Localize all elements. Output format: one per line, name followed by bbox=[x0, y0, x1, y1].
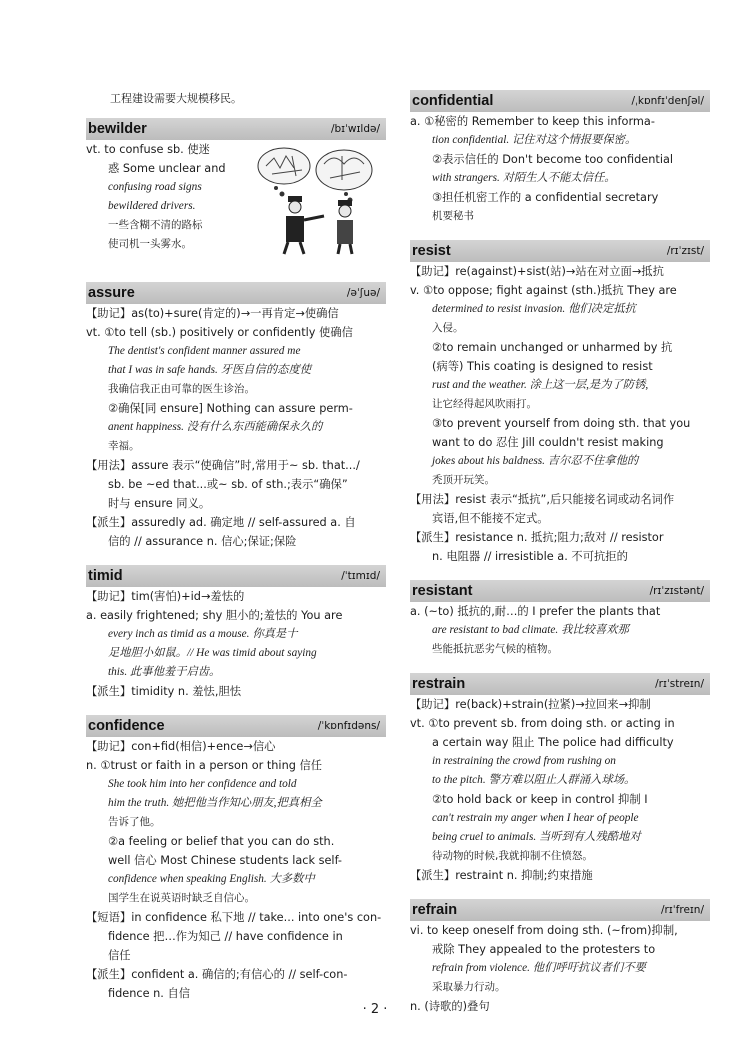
headword-bar bbox=[410, 240, 710, 262]
def-line: him the truth. 她把他当作知心朋友,把真相全 bbox=[108, 797, 322, 809]
phonetic: /rɪˈzɪst/ bbox=[666, 245, 704, 257]
def-line: to the pitch. 警方难以阻止人群涌入球场。 bbox=[432, 774, 636, 786]
headword-bar bbox=[86, 565, 386, 587]
def-line: 国学生在说英语时缺乏自信心。 bbox=[108, 892, 255, 904]
def-line: in restraining the crowd from rushing on bbox=[432, 755, 616, 767]
def-line: every inch as timid as a mouse. 你真是十 bbox=[108, 628, 298, 640]
phonetic: /ˌkɒnfɪˈdenʃəl/ bbox=[631, 95, 704, 107]
headword-bar bbox=[86, 118, 386, 140]
def-line: bewildered drivers. bbox=[108, 200, 196, 212]
def-line: 使司机一头雾水。 bbox=[108, 238, 192, 250]
def-line: 【助记】as(to)+sure(肯定的)→一再肯定→使确信 bbox=[86, 307, 339, 320]
page-number: · 2 · bbox=[362, 1002, 388, 1017]
def-line: vi. to keep oneself from doing sth. (~from)抑制, bbox=[410, 924, 678, 937]
def-line: 我确信我正由可靠的医生诊治。 bbox=[108, 383, 255, 395]
headword-bar bbox=[86, 715, 386, 737]
def-line: 足地胆小如鼠。// He was timid about saying bbox=[108, 647, 317, 659]
def-line: 【助记】con+fid(相信)+ence→信心 bbox=[86, 740, 276, 753]
def-line: 告诉了他。 bbox=[108, 816, 161, 828]
def-line: 【助记】re(against)+sist(站)→站在对立面→抵抗 bbox=[410, 265, 664, 278]
def-line: 【派生】restraint n. 抑制;约束措施 bbox=[410, 869, 593, 882]
def-line: a certain way 阻止 The police had difficulty bbox=[432, 736, 674, 749]
def-line: rust and the weather. 涂上这一层,是为了防锈, bbox=[432, 379, 649, 391]
def-line: 【用法】assure 表示“使确信”时,常用于~ sb. that.../ bbox=[86, 459, 360, 472]
headword: resistant bbox=[412, 583, 473, 599]
headword: confidential bbox=[412, 93, 494, 109]
headword-bar bbox=[86, 282, 386, 304]
def-line: vt. ①to prevent sb. from doing sth. or acting in bbox=[410, 717, 675, 730]
def-line: a. ①秘密的 Remember to keep this informa- bbox=[410, 115, 655, 128]
def-line: 戒除 They appealed to the protesters to bbox=[432, 943, 656, 956]
def-line: a. (~to) 抵抗的,耐…的 I prefer the plants that bbox=[410, 605, 661, 618]
def-line: are resistant to bad climate. 我比较喜欢那 bbox=[432, 624, 629, 636]
entry-restrain bbox=[410, 673, 710, 885]
left-column bbox=[86, 118, 386, 1017]
def-line: 些能抵抗恶劣气候的植物。 bbox=[432, 643, 558, 655]
headword: restrain bbox=[412, 676, 466, 692]
def-line: that I was in safe hands. 牙医自信的态度使 bbox=[108, 364, 312, 376]
right-column bbox=[410, 90, 710, 1030]
headword: bewilder bbox=[88, 121, 147, 137]
def-line: 【派生】timidity n. 羞怯,胆怯 bbox=[86, 685, 242, 698]
def-line: ②a feeling or belief that you can do sth. bbox=[108, 835, 335, 848]
def-line: well 信心 Most Chinese students lack self- bbox=[108, 854, 343, 867]
def-line: vt. ①to tell (sb.) positively or confidently 使确信 bbox=[86, 326, 353, 339]
headword: assure bbox=[88, 285, 135, 301]
def-line: refrain from violence. 他们呼吁抗议者们不要 bbox=[432, 962, 646, 974]
def-line: want to do 忍住 Jill couldn't resist making bbox=[432, 436, 664, 449]
def-line: 【派生】assuredly ad. 确定地 // self-assured a. 自 bbox=[86, 516, 356, 529]
def-line: ③担任机密工作的 a confidential secretary bbox=[432, 191, 659, 204]
headword: refrain bbox=[412, 902, 458, 918]
entry-confidence bbox=[86, 715, 386, 1003]
def-line: 【派生】resistance n. 抵抗;阻力;敌对 // resistor bbox=[410, 531, 664, 544]
def-line: ②表示信任的 Don't become too confidential bbox=[432, 153, 674, 166]
def-line: 【助记】tim(害怕)+id→羞怯的 bbox=[86, 590, 245, 603]
def-line: (病等) This coating is designed to resist bbox=[432, 360, 653, 373]
headword: timid bbox=[88, 568, 123, 584]
headword-bar bbox=[410, 90, 710, 112]
def-line: this. 此事他羞于启齿。 bbox=[108, 666, 221, 678]
def-line: n. ①trust or faith in a person or thing 信任 bbox=[86, 759, 323, 772]
def-line: determined to resist invasion. 他们决定抵抗 bbox=[432, 303, 636, 315]
def-line: a. easily frightened; shy 胆小的;羞怯的 You are bbox=[86, 609, 343, 622]
def-line: 【派生】confident a. 确信的;有信心的 // self-con- bbox=[86, 968, 348, 981]
def-line: tion confidential. 记住对这个情报要保密。 bbox=[432, 134, 637, 146]
definition-block bbox=[86, 140, 240, 254]
def-line: ②to remain unchanged or unharmed by 抗 bbox=[432, 341, 673, 354]
def-line: confusing road signs bbox=[108, 181, 202, 193]
phonetic: /ˈtɪmɪd/ bbox=[341, 570, 380, 582]
def-line: being cruel to animals. 当听到有人残酷地对 bbox=[432, 831, 641, 843]
def-line: 信的 // assurance n. 信心;保证;保险 bbox=[108, 535, 297, 548]
def-line: n. (诗歌的)叠句 bbox=[410, 1000, 490, 1013]
headword-bar bbox=[410, 673, 710, 695]
entry-confidential bbox=[410, 90, 710, 226]
entry-bewilder bbox=[86, 118, 386, 268]
def-line: 惑 Some unclear and bbox=[108, 162, 226, 175]
entry-assure bbox=[86, 282, 386, 551]
def-line: 宾语,但不能接不定式。 bbox=[432, 512, 549, 525]
def-line: The dentist's confident manner assured me bbox=[108, 345, 301, 357]
headword: resist bbox=[412, 243, 451, 259]
def-line: 【助记】re(back)+strain(拉紧)→拉回来→抑制 bbox=[410, 698, 651, 711]
def-line: sb. be ~ed that...或~ sb. of sth.;表示“确保” bbox=[108, 478, 348, 491]
def-line: fidence 把…作为知己 // have confidence in bbox=[108, 930, 343, 943]
def-line: confidence when speaking English. 大多数中 bbox=[108, 873, 315, 885]
headword-bar bbox=[410, 899, 710, 921]
confused-men-illustration bbox=[252, 144, 380, 256]
def-line: 采取暴力行动。 bbox=[432, 981, 506, 993]
def-line: 待动物的时候,我就抑制不住愤怒。 bbox=[432, 850, 593, 862]
def-line: She took him into her confidence and told bbox=[108, 778, 297, 790]
phonetic: /əˈʃuə/ bbox=[346, 287, 380, 299]
phonetic: /rɪˈstreɪn/ bbox=[655, 678, 704, 690]
def-line: ②to hold back or keep in control 抑制 I bbox=[432, 793, 648, 806]
def-line: 幸福。 bbox=[108, 440, 140, 452]
def-line: 入侵。 bbox=[432, 322, 464, 334]
def-line: 【用法】resist 表示“抵抗”,后只能接名词或动名词作 bbox=[410, 493, 675, 506]
def-line: v. ①to oppose; fight against (sth.)抵抗 They are bbox=[410, 284, 677, 297]
entry-resist bbox=[410, 240, 710, 566]
phonetic: /rɪˈzɪstənt/ bbox=[649, 585, 704, 597]
phonetic: /rɪˈfreɪn/ bbox=[661, 904, 704, 916]
def-line: n. 电阻器 // irresistible a. 不可抗拒的 bbox=[432, 550, 628, 563]
top-note: 工程建设需要大规模移民。 bbox=[110, 92, 242, 105]
def-line: with strangers. 对陌生人不能太信任。 bbox=[432, 172, 616, 184]
phonetic: /ˈkɒnfɪdəns/ bbox=[317, 720, 380, 732]
headword-bar bbox=[410, 580, 710, 602]
def-line: 时与 ensure 同义。 bbox=[108, 497, 211, 510]
def-line: 【短语】in confidence 私下地 // take... into one's con- bbox=[86, 911, 382, 924]
entry-resistant bbox=[410, 580, 710, 659]
entry-timid bbox=[86, 565, 386, 701]
headword: confidence bbox=[88, 718, 165, 734]
def-line: vt. to confuse sb. 使迷 bbox=[86, 143, 210, 156]
phonetic: /bɪˈwɪldə/ bbox=[330, 123, 380, 135]
def-line: 秃顶开玩笑。 bbox=[432, 474, 495, 486]
def-line: 信任 bbox=[108, 949, 131, 962]
def-line: 让它经得起风吹雨打。 bbox=[432, 398, 537, 410]
def-line: 机要秘书 bbox=[432, 210, 474, 222]
def-line: 一些含糊不清的路标 bbox=[108, 219, 203, 231]
def-line: ②确保[同 ensure] Nothing can assure perm- bbox=[108, 402, 353, 415]
def-line: anent happiness. 没有什么东西能确保永久的 bbox=[108, 421, 323, 433]
def-line: jokes about his baldness. 吉尔忍不住拿他的 bbox=[432, 455, 639, 467]
def-line: ③to prevent yourself from doing sth. that you bbox=[432, 417, 691, 430]
def-line: fidence n. 自信 bbox=[108, 987, 191, 1000]
entry-refrain bbox=[410, 899, 710, 1016]
def-line: can't restrain my anger when I hear of people bbox=[432, 812, 639, 824]
